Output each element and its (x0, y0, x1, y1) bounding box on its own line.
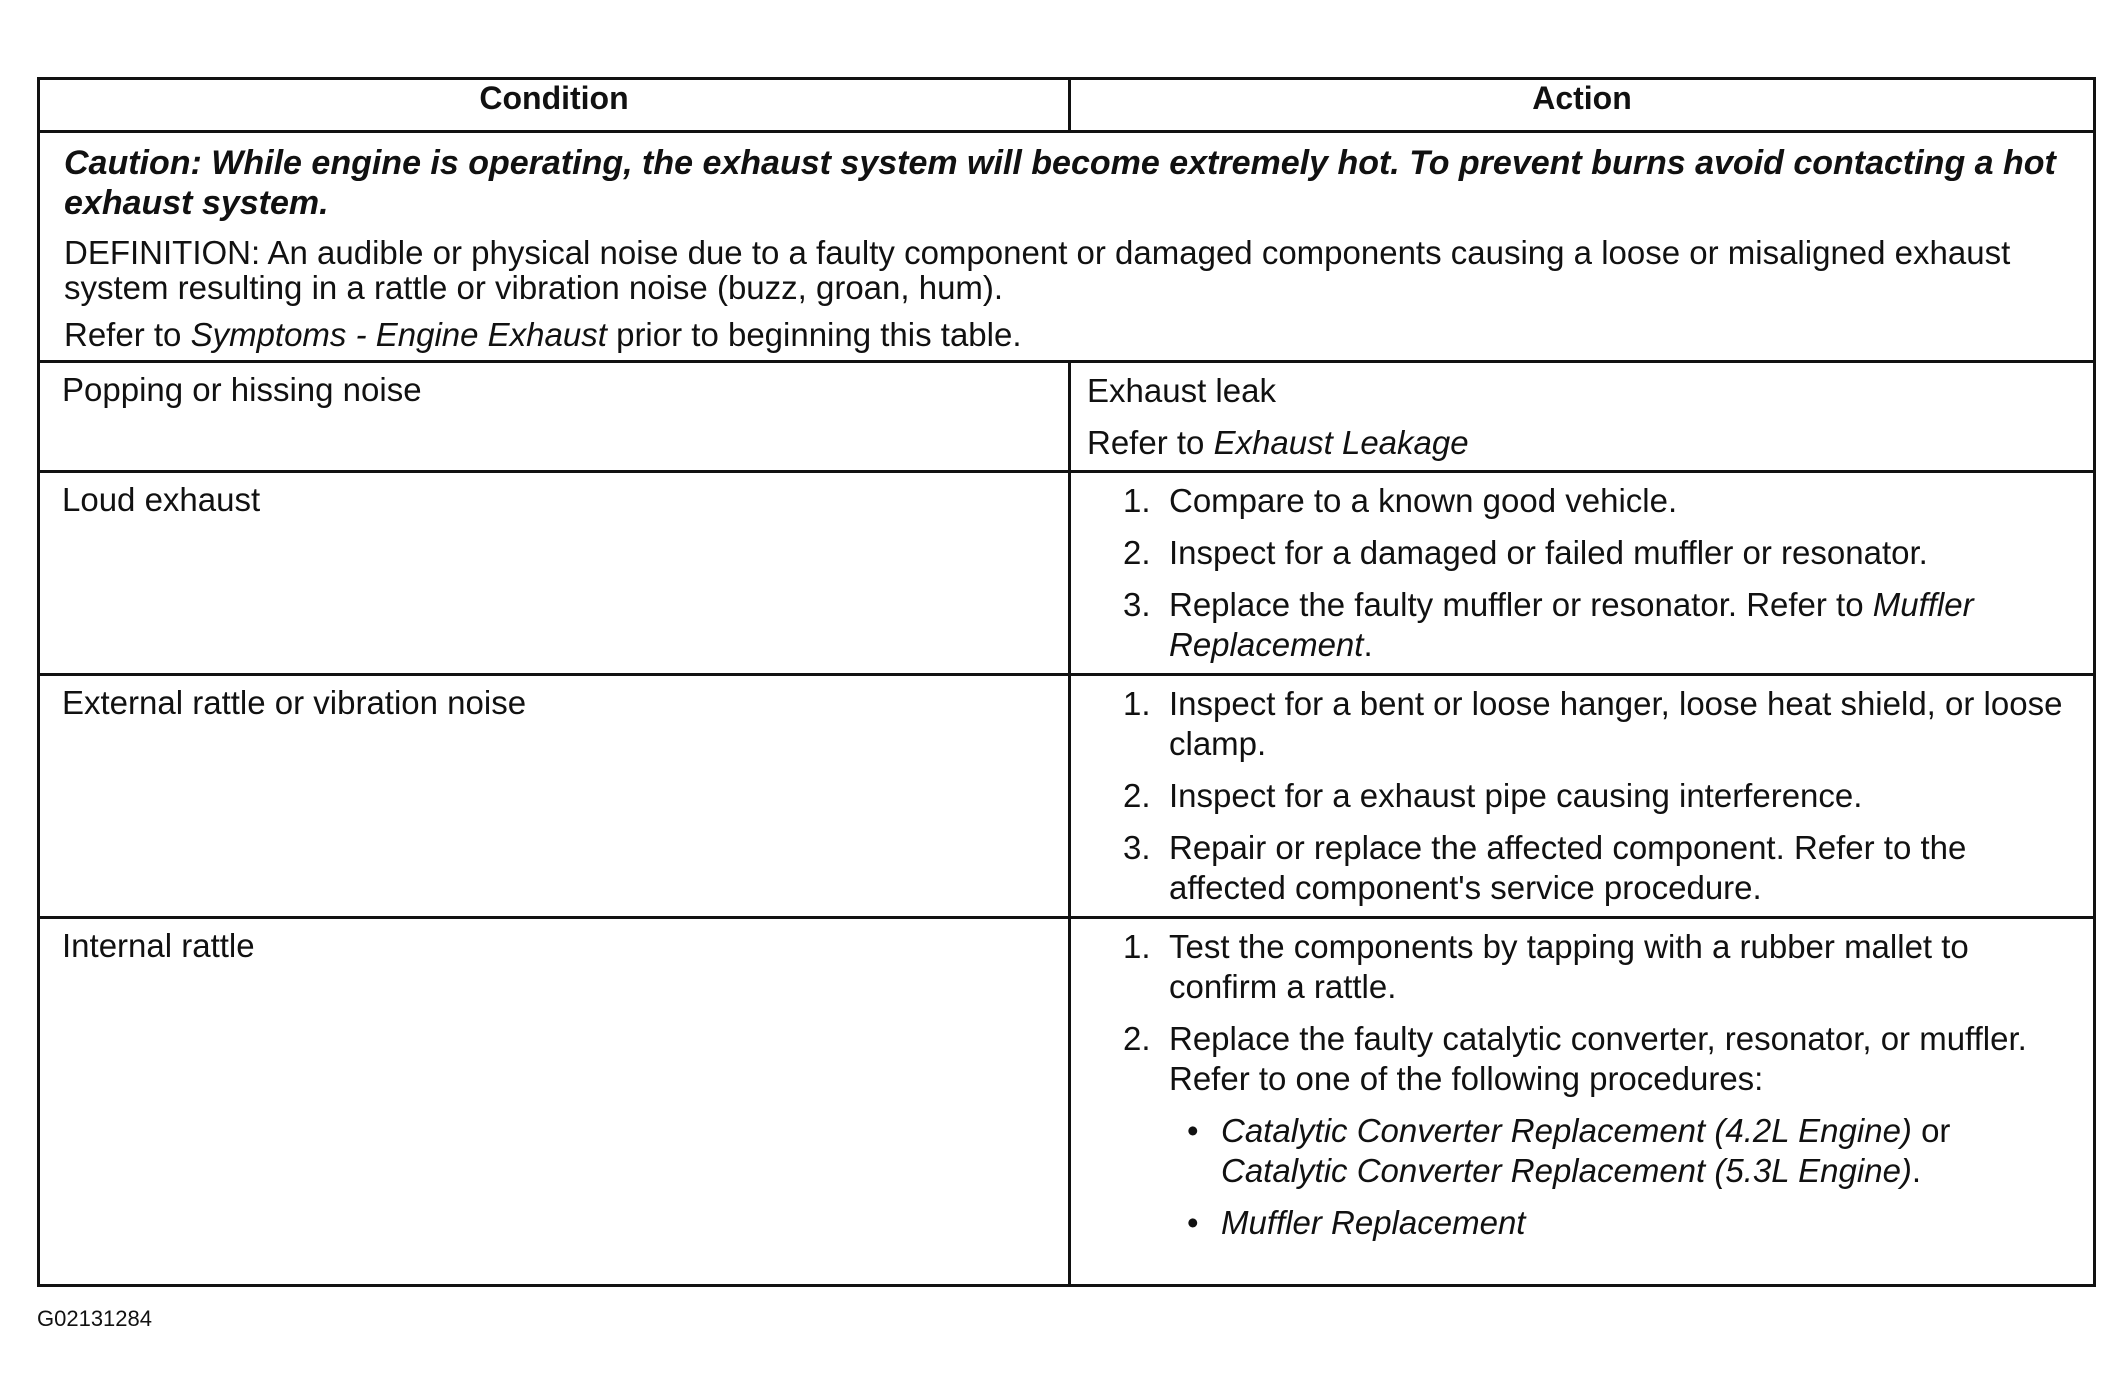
step-number: 2. (1123, 534, 1151, 571)
bullet-suffix: . (1911, 1152, 1922, 1189)
procedure-link: Muffler Replacement (1221, 1204, 1526, 1241)
table-row (39, 918, 2095, 1286)
condition-cell: Loud exhaust (39, 472, 1070, 675)
refer-note (64, 317, 2081, 352)
definition-text: DEFINITION: An audible or physical noise due to a faulty component or damaged components causing a loose or misaligned exhaust system resulting in a rattle or vibration noise (buzz, groan, hum). (64, 234, 2011, 306)
step-number: 1. (1123, 482, 1151, 519)
action-cell (1070, 362, 2095, 472)
bullet-connector: or (1911, 1112, 1951, 1149)
notes-row (39, 132, 2095, 362)
step-text: Replace the faulty catalytic converter, resonator, or muffler. Refer to one of the following procedures: (1169, 1020, 2027, 1097)
step-suffix: . (1363, 626, 1373, 663)
procedure-link: Catalytic Converter Replacement (5.3L Engine) (1221, 1152, 1912, 1189)
notes-cell (39, 132, 2095, 362)
condition-cell: Popping or hissing noise (39, 362, 1070, 472)
condition-cell: External rattle or vibration noise (39, 675, 1070, 918)
step-number: 2. (1123, 777, 1151, 814)
step-item (1087, 1019, 2077, 1243)
step-text: Inspect for a damaged or failed muffler or resonator. (1169, 534, 1928, 571)
bullet-item (1169, 1203, 2077, 1243)
header-condition: Condition (39, 79, 1070, 132)
step-list (1087, 684, 2077, 908)
caution-text: Caution: While engine is operating, the exhaust system will become extremely hot. To prevent burns avoid contacting a hot exhaust system. (64, 144, 2056, 222)
step-number: 1. (1123, 685, 1151, 722)
step-number: 3. (1123, 829, 1151, 866)
step-item (1087, 585, 2077, 665)
action-cell (1070, 472, 2095, 675)
step-text: Repair or replace the affected component. Refer to the affected component's service procedure. (1169, 829, 1967, 906)
condition-cell: Internal rattle (39, 918, 1070, 1286)
table-row (39, 472, 2095, 675)
refer-suffix: prior to beginning this table. (606, 316, 1022, 353)
bullet-item (1169, 1111, 2077, 1191)
table-row (39, 362, 2095, 472)
step-text: Replace the faulty muffler or resonator. Refer to (1169, 586, 1873, 623)
step-number: 1. (1123, 928, 1151, 965)
action-cell (1070, 675, 2095, 918)
table-row (39, 675, 2095, 918)
step-item (1087, 481, 2077, 521)
step-item (1087, 927, 2077, 1007)
step-item (1087, 776, 2077, 816)
step-list (1087, 927, 2077, 1243)
table-header-row (39, 79, 2095, 132)
figure-id: G02131284 (37, 1306, 152, 1331)
step-item (1087, 828, 2077, 908)
step-list (1087, 481, 2077, 665)
step-item (1087, 684, 2077, 764)
step-text: Compare to a known good vehicle. (1169, 482, 1678, 519)
procedure-bullet-list (1169, 1111, 2077, 1243)
procedure-link: Muffler Replacement (1169, 586, 1974, 663)
step-text: Test the components by tapping with a rubber mallet to confirm a rattle. (1169, 928, 1969, 1005)
action-line: Exhaust leak (1087, 372, 1276, 409)
diagnostic-table (37, 77, 2096, 1287)
step-number: 3. (1123, 586, 1151, 623)
step-item (1087, 533, 2077, 573)
bullet-icon: • (1187, 1204, 1199, 1241)
header-action: Action (1070, 79, 2095, 132)
step-text: Inspect for a bent or loose hanger, loose heat shield, or loose clamp. (1169, 685, 2063, 762)
refer-prefix: Refer to (64, 316, 191, 353)
step-text: Inspect for a exhaust pipe causing interference. (1169, 777, 1863, 814)
step-number: 2. (1123, 1020, 1151, 1057)
action-line (1087, 423, 2077, 463)
refer-link: Symptoms - Engine Exhaust (190, 316, 607, 353)
procedure-link: Catalytic Converter Replacement (4.2L Engine) (1221, 1112, 1912, 1149)
action-cell (1070, 918, 2095, 1286)
bullet-icon: • (1187, 1112, 1199, 1149)
action-refer-prefix: Refer to (1087, 424, 1214, 461)
procedure-link: Exhaust Leakage (1213, 424, 1469, 461)
